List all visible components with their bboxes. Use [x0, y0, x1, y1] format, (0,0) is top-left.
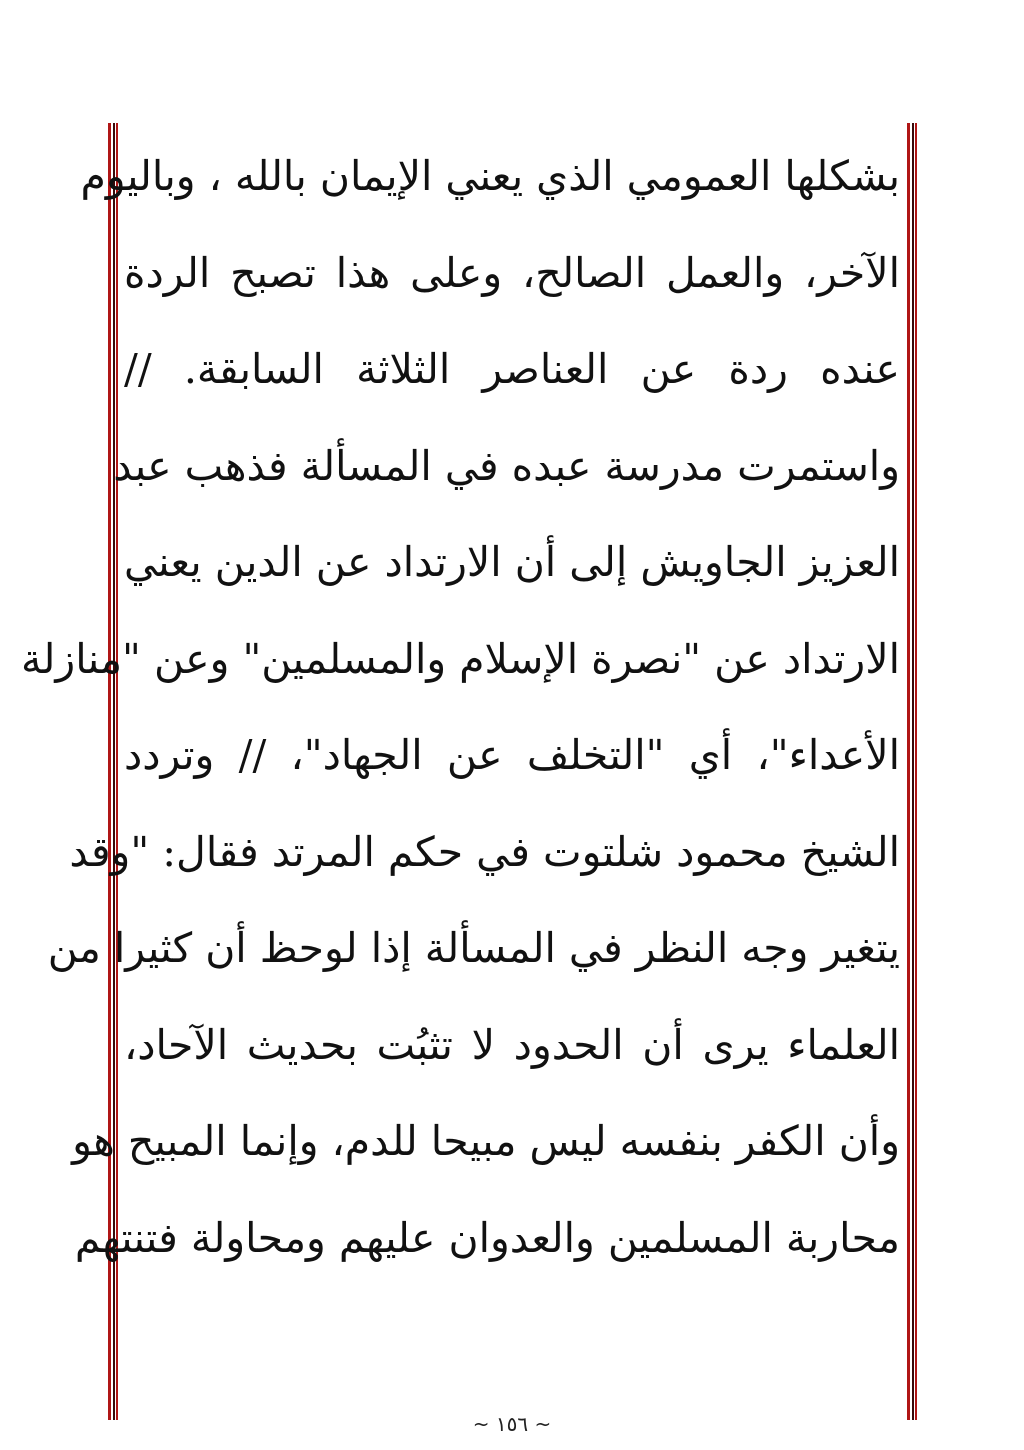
text-line-5: العزيز الجاويش إلى أن الارتداد عن الدين يعني	[123, 538, 900, 586]
text-line-6: الارتداد عن "نصرة الإسلام والمسلمين" وعن "منازلة	[20, 634, 900, 683]
text-line-9: يتغير وجه النظر في المسألة إذا لوحظ أن كثيرا من	[47, 924, 900, 972]
text-line-1: بشكلها العمومي الذي يعني الإيمان بالله ، وباليوم	[80, 152, 900, 200]
text-line-8: الشيخ محمود شلتوت في حكم المرتد فقال: "وقد	[69, 827, 900, 876]
text-line-7: الأعداء"، أي "التخلف عن الجهاد"، // وتردد	[124, 731, 900, 779]
text-line-12: محاربة المسلمين والعدوان عليهم ومحاولة فتنتهم	[74, 1213, 900, 1262]
page-number: ~ ١٥٦ ~	[472, 1412, 552, 1436]
text-line-2: الآخر، والعمل الصالح، وعلى هذا تصبح الردة	[124, 248, 900, 297]
body-text	[20, 128, 900, 1286]
text-line-4: واستمرت مدرسة عبده في المسألة فذهب عبد	[113, 441, 900, 490]
text-line-3: عنده ردة عن العناصر الثلاثة السابقة. //	[124, 345, 900, 393]
text-line-11: وأن الكفر بنفسه ليس مبيحا للدم، وإنما المبيح هو	[72, 1117, 900, 1165]
right-border-decoration	[907, 123, 917, 1420]
text-line-10: العلماء يرى أن الحدود لا تثبُت بحديث الآحاد،	[124, 1020, 900, 1069]
